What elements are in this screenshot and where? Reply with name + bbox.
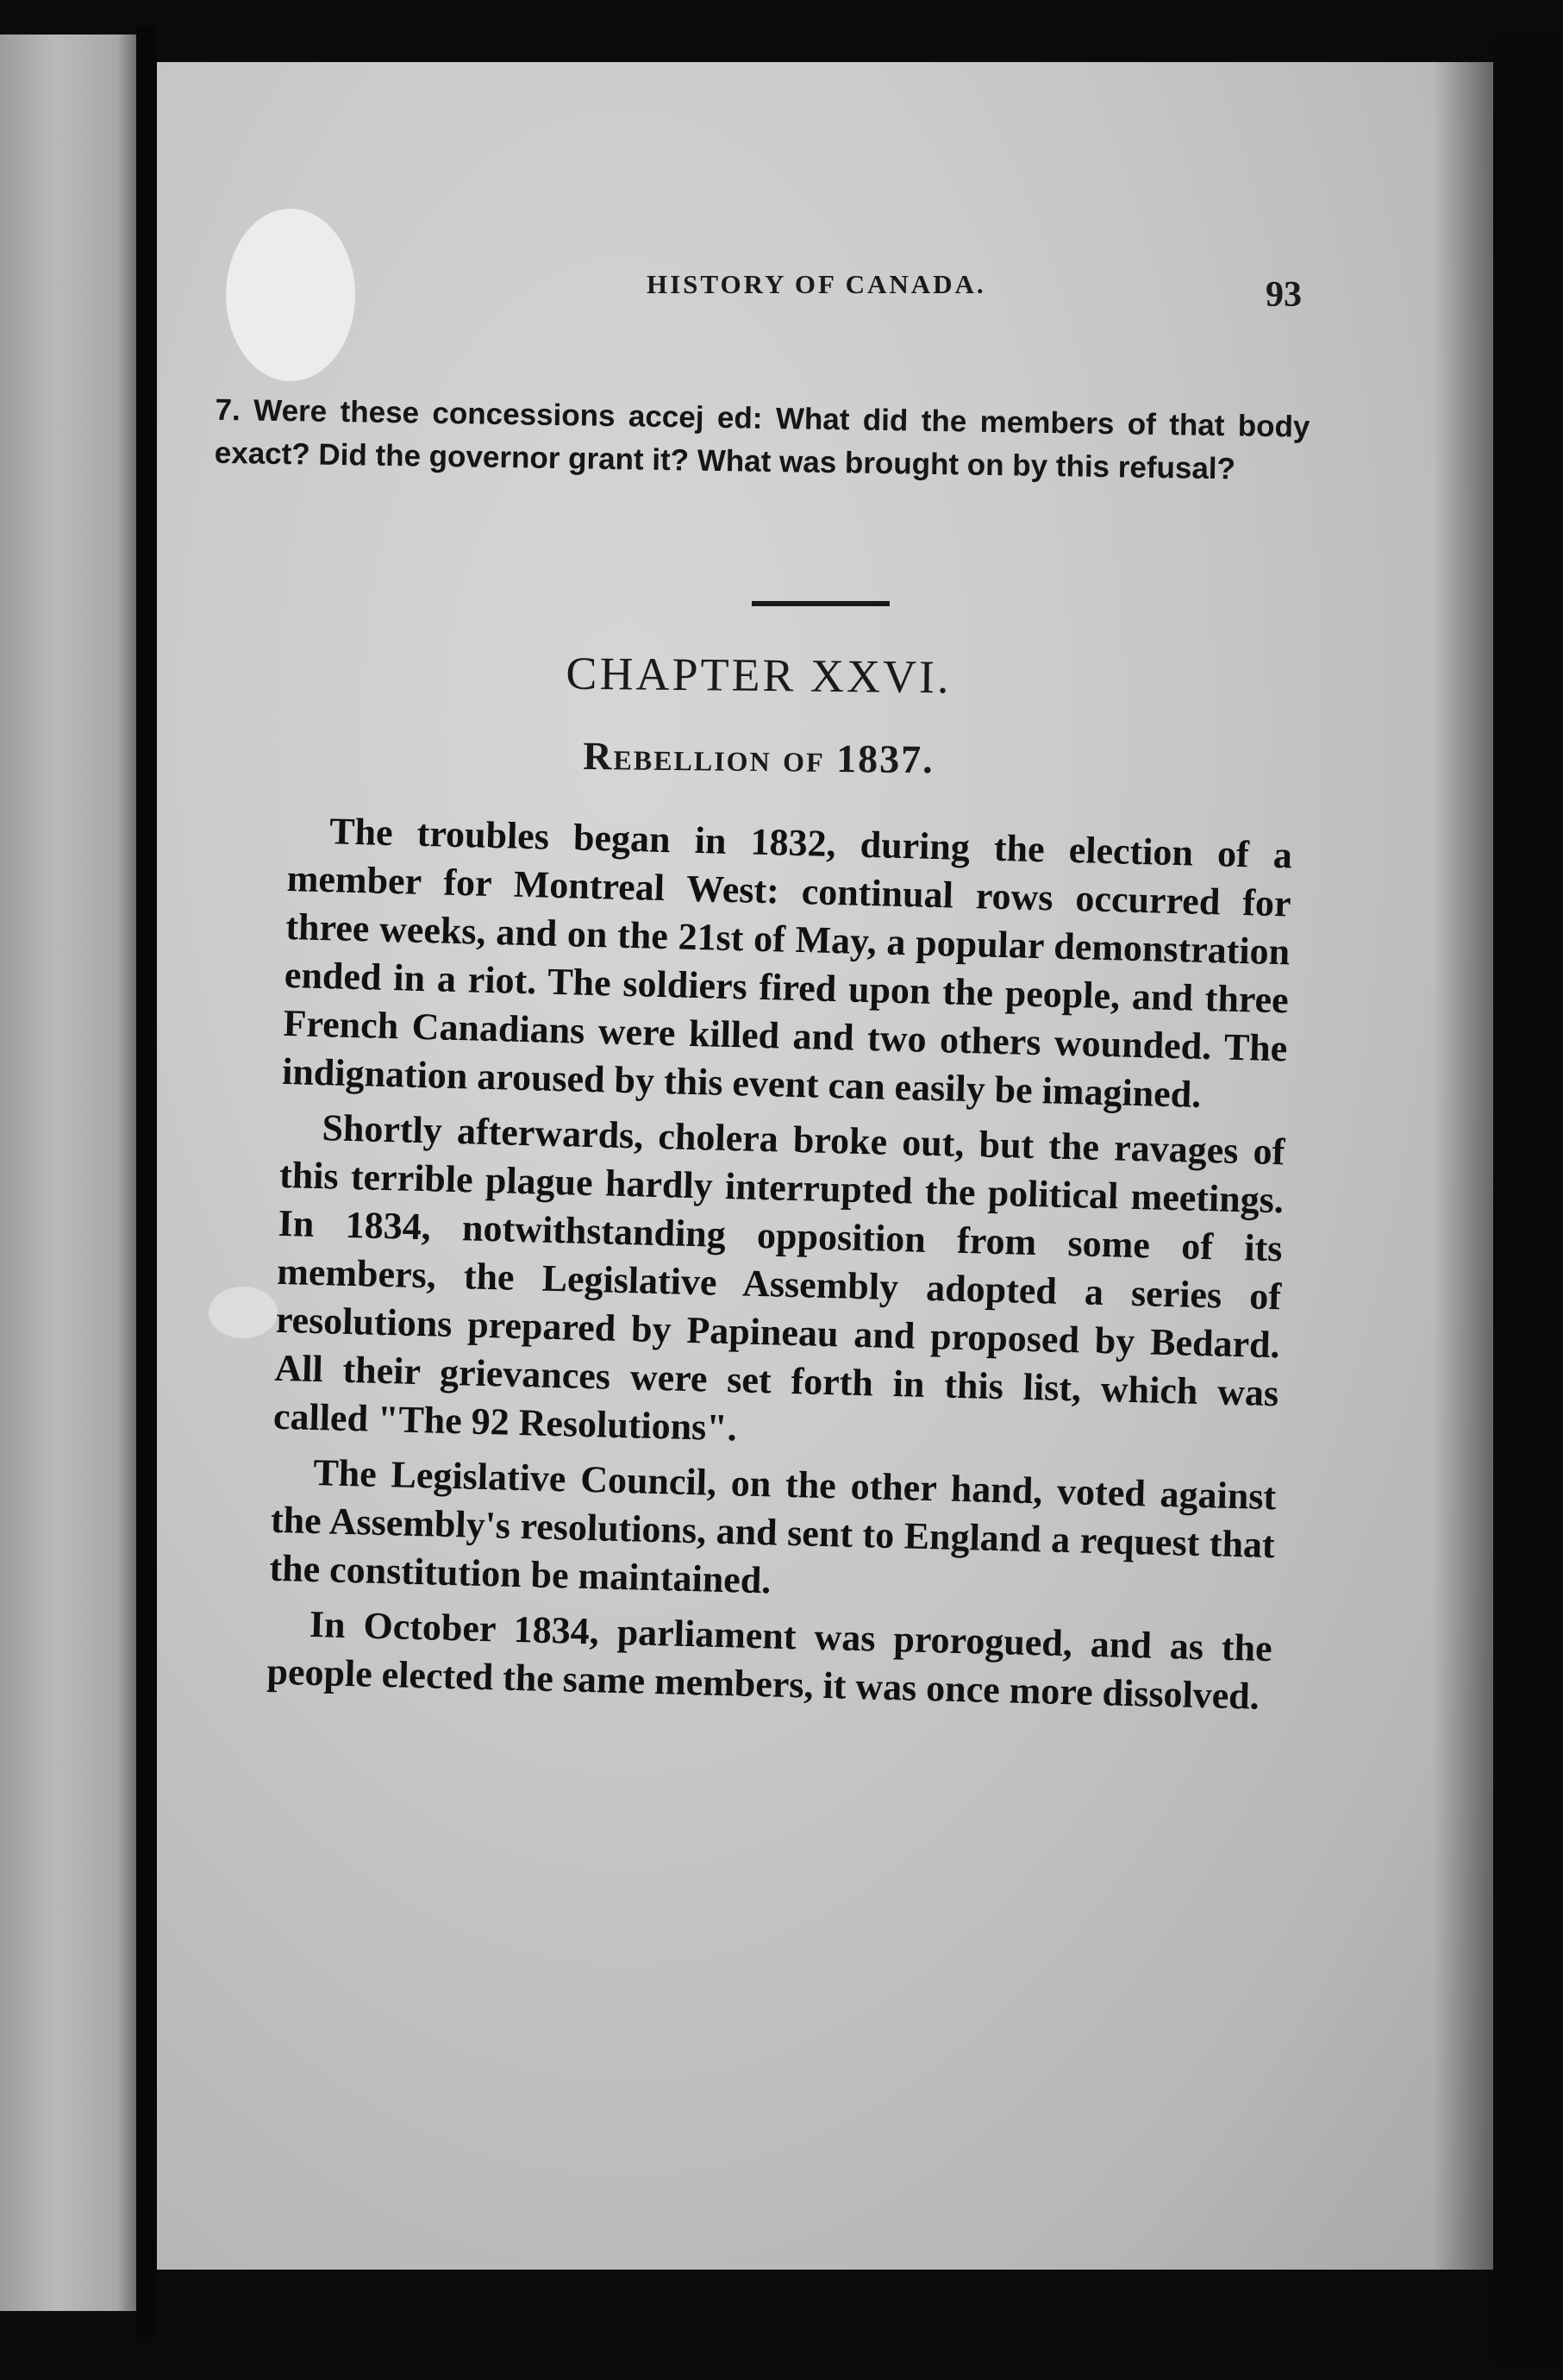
chapter-body (266, 806, 1293, 1728)
review-question (171, 388, 1310, 492)
page-number: 93 (1266, 275, 1302, 315)
review-question-text: 7. Were these concessions accej ed: What did the members of that body exact? Did the governor grant it? What was brought on by this refusal? (214, 392, 1310, 486)
paragraph: The troubles began in 1832, during the election of a member for Montreal West: continual rows occurred for three weeks, and on the 21st of May, a popular demonstration ended in a riot. The soldiers fired upon the people, and three French Canadians were killed and two others wounded. The indignation aroused by this event can easily be imagined. (281, 810, 1293, 1116)
section-divider (752, 601, 890, 606)
paragraph: The Legislative Council, on the other hand, voted against the Assembly's resolutions, and sent to England a request that the constitution be maintained. (269, 1450, 1277, 1602)
previous-page-edge (0, 34, 138, 2311)
book-gutter (136, 26, 157, 2337)
scan-border (1493, 34, 1563, 2363)
running-head-title: HISTORY OF CANADA. (647, 269, 986, 299)
paper-blemish (226, 209, 355, 381)
paragraph: In October 1834, parliament was prorogued, and as the people elected the same members, it was once more dissolved. (266, 1602, 1273, 1718)
paper-blemish (209, 1287, 278, 1338)
chapter-heading: CHAPTER XXVI. (566, 647, 952, 704)
chapter-subtitle: Rebellion of 1837. (583, 733, 935, 782)
paragraph: Shortly afterwards, cholera broke out, but the ravages of this terrible plague hardly interrupted the political meetings. In 1834, notwithstanding opposition from some of its members, the Legislative Assembly adopted a series of resolutions prepared by Papineau and proposed by Bedard. All their grievances were set forth in this list, which was called "The 92 Resolutions". (272, 1106, 1285, 1450)
